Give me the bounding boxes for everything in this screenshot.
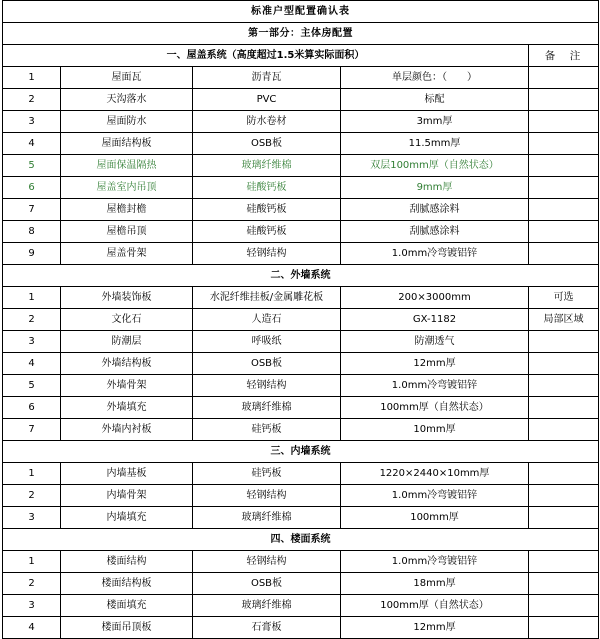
table-row (3, 573, 599, 595)
row-item: 防潮层 (61, 331, 193, 353)
row-note (529, 67, 599, 89)
row-material: 玻璃纤维棉 (193, 397, 341, 419)
row-number: 3 (3, 111, 61, 133)
row-number: 1 (3, 551, 61, 573)
table-row (3, 133, 599, 155)
row-note (529, 551, 599, 573)
row-item: 屋盖骨架 (61, 243, 193, 265)
row-spec: 100mm厚 (341, 507, 529, 529)
table-row (3, 221, 599, 243)
section-header-row (3, 265, 599, 287)
row-spec: 18mm厚 (341, 573, 529, 595)
row-material: 沥青瓦 (193, 67, 341, 89)
row-spec: 刮腻感涂料 (341, 199, 529, 221)
row-item: 楼面结构板 (61, 573, 193, 595)
row-note (529, 419, 599, 441)
row-number: 5 (3, 155, 61, 177)
row-spec: 100mm厚（自然状态） (341, 397, 529, 419)
row-number: 8 (3, 221, 61, 243)
row-material: 人造石 (193, 309, 341, 331)
section-header-row (3, 441, 599, 463)
row-number: 2 (3, 573, 61, 595)
row-note (529, 89, 599, 111)
section-header-row (3, 529, 599, 551)
row-material: OSB板 (193, 133, 341, 155)
table-row (3, 111, 599, 133)
table-row (3, 485, 599, 507)
row-spec: 1.0mm冷弯镀铝锌 (341, 375, 529, 397)
row-material: 轻钢结构 (193, 551, 341, 573)
row-spec: 1220×2440×10mm厚 (341, 463, 529, 485)
table-row (3, 353, 599, 375)
table-row (3, 397, 599, 419)
row-spec: 9mm厚 (341, 177, 529, 199)
row-material: 玻璃纤维棉 (193, 155, 341, 177)
row-item: 外墙填充 (61, 397, 193, 419)
row-item: 外墙骨架 (61, 375, 193, 397)
table-row (3, 463, 599, 485)
row-number: 3 (3, 331, 61, 353)
row-material: 玻璃纤维棉 (193, 507, 341, 529)
row-material: 呼吸纸 (193, 331, 341, 353)
row-item: 屋面瓦 (61, 67, 193, 89)
row-note (529, 221, 599, 243)
row-material: PVC (193, 89, 341, 111)
row-spec: 刮腻感涂料 (341, 221, 529, 243)
row-material: 硅酸钙板 (193, 221, 341, 243)
row-note (529, 507, 599, 529)
row-material: 水泥纤维挂板/金属雕花板 (193, 287, 341, 309)
row-note: 局部区域 (529, 309, 599, 331)
row-item: 屋面保温隔热 (61, 155, 193, 177)
row-item: 屋檐吊顶 (61, 221, 193, 243)
row-note (529, 155, 599, 177)
table-row (3, 67, 599, 89)
row-spec: 1.0mm冷弯镀铝锌 (341, 485, 529, 507)
row-material: 硅钙板 (193, 463, 341, 485)
row-note (529, 243, 599, 265)
row-spec: 单层颜色：（ ） (341, 67, 529, 89)
row-note (529, 375, 599, 397)
row-number: 3 (3, 595, 61, 617)
row-spec: 1.0mm冷弯镀铝锌 (341, 551, 529, 573)
row-spec: 12mm厚 (341, 617, 529, 639)
row-item: 楼面吊顶板 (61, 617, 193, 639)
row-number: 9 (3, 243, 61, 265)
row-item: 内墙基板 (61, 463, 193, 485)
row-item: 外墙装饰板 (61, 287, 193, 309)
section-heading: 三、内墙系统 (3, 441, 599, 463)
table-row (3, 177, 599, 199)
row-number: 6 (3, 397, 61, 419)
row-note (529, 595, 599, 617)
document-subtitle: 第一部分：主体房配置 (3, 23, 599, 45)
row-number: 1 (3, 287, 61, 309)
row-material: 轻钢结构 (193, 375, 341, 397)
row-item: 屋面防水 (61, 111, 193, 133)
row-item: 内墙填充 (61, 507, 193, 529)
row-number: 4 (3, 133, 61, 155)
row-spec: 防潮透气 (341, 331, 529, 353)
document-title: 标准户型配置确认表 (3, 1, 599, 23)
row-number: 4 (3, 617, 61, 639)
table-row (3, 507, 599, 529)
table-row (3, 419, 599, 441)
row-item: 天沟落水 (61, 89, 193, 111)
table-row (3, 551, 599, 573)
row-item: 楼面填充 (61, 595, 193, 617)
table-row (3, 309, 599, 331)
row-number: 2 (3, 485, 61, 507)
row-material: 石膏板 (193, 617, 341, 639)
table-row (3, 243, 599, 265)
note-column-header: 备 注 (529, 45, 599, 67)
row-item: 屋盖室内吊顶 (61, 177, 193, 199)
table-body (3, 1, 599, 639)
row-item: 外墙内衬板 (61, 419, 193, 441)
row-material: 硅酸钙板 (193, 199, 341, 221)
row-material: 玻璃纤维棉 (193, 595, 341, 617)
row-number: 1 (3, 67, 61, 89)
row-note (529, 177, 599, 199)
row-number: 5 (3, 375, 61, 397)
section-heading: 四、楼面系统 (3, 529, 599, 551)
row-spec: 200×3000mm (341, 287, 529, 309)
row-material: OSB板 (193, 573, 341, 595)
section-heading: 二、外墙系统 (3, 265, 599, 287)
row-spec: 12mm厚 (341, 353, 529, 375)
row-number: 2 (3, 89, 61, 111)
row-note (529, 199, 599, 221)
table-row (3, 287, 599, 309)
row-spec: 标配 (341, 89, 529, 111)
row-material: 硅钙板 (193, 419, 341, 441)
row-material: OSB板 (193, 353, 341, 375)
row-number: 3 (3, 507, 61, 529)
row-item: 屋面结构板 (61, 133, 193, 155)
row-item: 文化石 (61, 309, 193, 331)
row-spec: 3mm厚 (341, 111, 529, 133)
row-note (529, 111, 599, 133)
table-row (3, 375, 599, 397)
section-header-row (3, 45, 599, 67)
table-row (3, 617, 599, 639)
row-item: 楼面结构 (61, 551, 193, 573)
row-spec: GX-1182 (341, 309, 529, 331)
row-number: 2 (3, 309, 61, 331)
row-note (529, 617, 599, 639)
row-number: 1 (3, 463, 61, 485)
table-row (3, 155, 599, 177)
table-row (3, 331, 599, 353)
row-material: 轻钢结构 (193, 485, 341, 507)
row-item: 屋檐封檐 (61, 199, 193, 221)
row-spec: 10mm厚 (341, 419, 529, 441)
row-material: 轻钢结构 (193, 243, 341, 265)
row-item: 内墙骨架 (61, 485, 193, 507)
table-row (3, 595, 599, 617)
row-spec: 双层100mm厚（自然状态） (341, 155, 529, 177)
row-number: 7 (3, 419, 61, 441)
configuration-table (2, 0, 599, 639)
row-note (529, 485, 599, 507)
table-row (3, 199, 599, 221)
row-number: 6 (3, 177, 61, 199)
document-title-row (3, 1, 599, 23)
row-note (529, 397, 599, 419)
row-note (529, 133, 599, 155)
row-note (529, 331, 599, 353)
row-number: 7 (3, 199, 61, 221)
row-item: 外墙结构板 (61, 353, 193, 375)
row-spec: 100mm厚（自然状态） (341, 595, 529, 617)
row-spec: 1.0mm冷弯镀铝锌 (341, 243, 529, 265)
row-number: 4 (3, 353, 61, 375)
row-note (529, 353, 599, 375)
row-spec: 11.5mm厚 (341, 133, 529, 155)
row-material: 硅酸钙板 (193, 177, 341, 199)
row-material: 防水卷材 (193, 111, 341, 133)
table-row (3, 89, 599, 111)
section-heading: 一、屋盖系统（高度超过1.5米算实际面积） (3, 45, 529, 67)
row-note: 可选 (529, 287, 599, 309)
document-subtitle-row (3, 23, 599, 45)
row-note (529, 463, 599, 485)
row-note (529, 573, 599, 595)
